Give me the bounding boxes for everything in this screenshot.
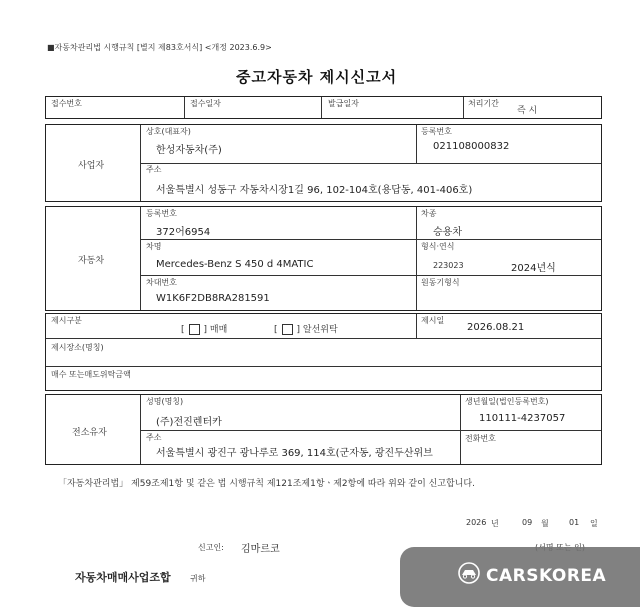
presentation-option-consign[interactable]: [ ] 알선위탁 (274, 325, 338, 335)
vehicle-section-label: 자동차 (78, 256, 105, 266)
presentation-date-label: 제시일 (421, 316, 445, 325)
business-name-value: 한성자동차(주) (156, 145, 222, 156)
vehicle-reg-no-label: 등록번호 (146, 209, 177, 218)
recipient: 자동차매매사업조합 (75, 571, 171, 584)
owner-name-value: (주)전진렌터카 (156, 417, 222, 428)
vehicle-name-label: 차명 (146, 242, 162, 251)
processing-period-value: 즉 시 (517, 106, 538, 116)
vehicle-model-code-value: 223023 (433, 261, 464, 270)
owner-birth-label: 생년월일(법인등록번호) (465, 397, 549, 406)
watermark-brand: CARSKOREA (486, 566, 607, 586)
vehicle-vin-label: 차대번호 (146, 278, 177, 287)
option-sale-label: 매매 (209, 325, 228, 335)
owner-phone-label: 전화번호 (465, 434, 496, 443)
business-address-value: 서울특별시 성동구 자동차시장1길 96, 102-104호(용답동, 401-406호) (156, 185, 473, 196)
form-title: 중고자동차 제시신고서 (236, 68, 398, 86)
reporter-label: 신고인: (198, 543, 224, 552)
presentation-date-value: 2026.08.21 (467, 322, 525, 333)
owner-section (45, 394, 602, 465)
declaration-statement: 「자동차관리법」 제59조제1항 및 같은 법 시행규칙 제121조제1항ㆍ제2항에 따라 위와 같이 신고합니다. (58, 479, 475, 489)
recipient-suffix: 귀하 (190, 574, 206, 583)
presentation-option-sale[interactable]: [ ] 매매 (181, 325, 228, 335)
reporter-value: 김마르코 (241, 544, 280, 555)
business-section (45, 124, 602, 202)
vehicle-vin-value: W1K6F2DB8RA281591 (156, 293, 270, 304)
vehicle-engine-label: 원동기형식 (421, 278, 460, 287)
owner-birth-value: 110111-4237057 (479, 413, 566, 424)
owner-section-label: 전소유자 (72, 428, 107, 438)
option-consign-label: 알선위탁 (302, 325, 338, 335)
vehicle-model-year-label: 형식·연식 (421, 242, 455, 251)
vehicle-name-value: Mercedes-Benz S 450 d 4MATIC (156, 259, 314, 270)
car-icon (456, 562, 482, 584)
checkbox-consign[interactable] (282, 324, 293, 335)
checkbox-sale[interactable] (189, 324, 200, 335)
sign-month-unit: 월 (541, 519, 549, 528)
sign-day: 01 (569, 518, 580, 527)
receipt-date-label: 접수일자 (190, 99, 221, 108)
presentation-amount-label: 매수 또는매도위탁금액 (51, 370, 131, 379)
business-reg-no-value: 021108000832 (433, 141, 510, 152)
owner-address-label: 주소 (146, 433, 162, 442)
vehicle-reg-no-value: 372어6954 (156, 227, 211, 238)
vehicle-type-value: 승용차 (433, 227, 462, 238)
vehicle-section (45, 206, 602, 311)
owner-name-label: 성명(명칭) (146, 397, 184, 406)
business-address-label: 주소 (146, 165, 162, 174)
presentation-place-label: 제시장소(명칭) (51, 343, 104, 352)
business-name-label: 상호(대표자) (146, 127, 191, 136)
legal-reference: ■자동차관리법 시행규칙 [별지 제83호서식] <개정 2023.6.9> (47, 43, 272, 52)
processing-period-label: 처리기간 (468, 99, 499, 108)
presentation-section (45, 313, 602, 391)
sign-month: 09 (522, 518, 533, 527)
receipt-no-label: 접수번호 (51, 99, 82, 108)
owner-address-value: 서울특별시 광진구 광나루로 369, 114호(군자동, 광진두산위브 (156, 448, 433, 459)
issue-date-label: 발급일자 (328, 99, 359, 108)
vehicle-type-label: 차종 (421, 209, 437, 218)
vehicle-model-year-value: 2024년식 (511, 263, 556, 274)
sign-year-unit: 년 (491, 519, 499, 528)
business-section-label: 사업자 (78, 161, 105, 171)
presentation-type-label: 제시구분 (51, 316, 82, 325)
receipt-row (45, 96, 602, 119)
sign-day-unit: 일 (590, 519, 598, 528)
business-reg-no-label: 등록번호 (421, 127, 452, 136)
sign-year: 2026 (466, 518, 487, 527)
